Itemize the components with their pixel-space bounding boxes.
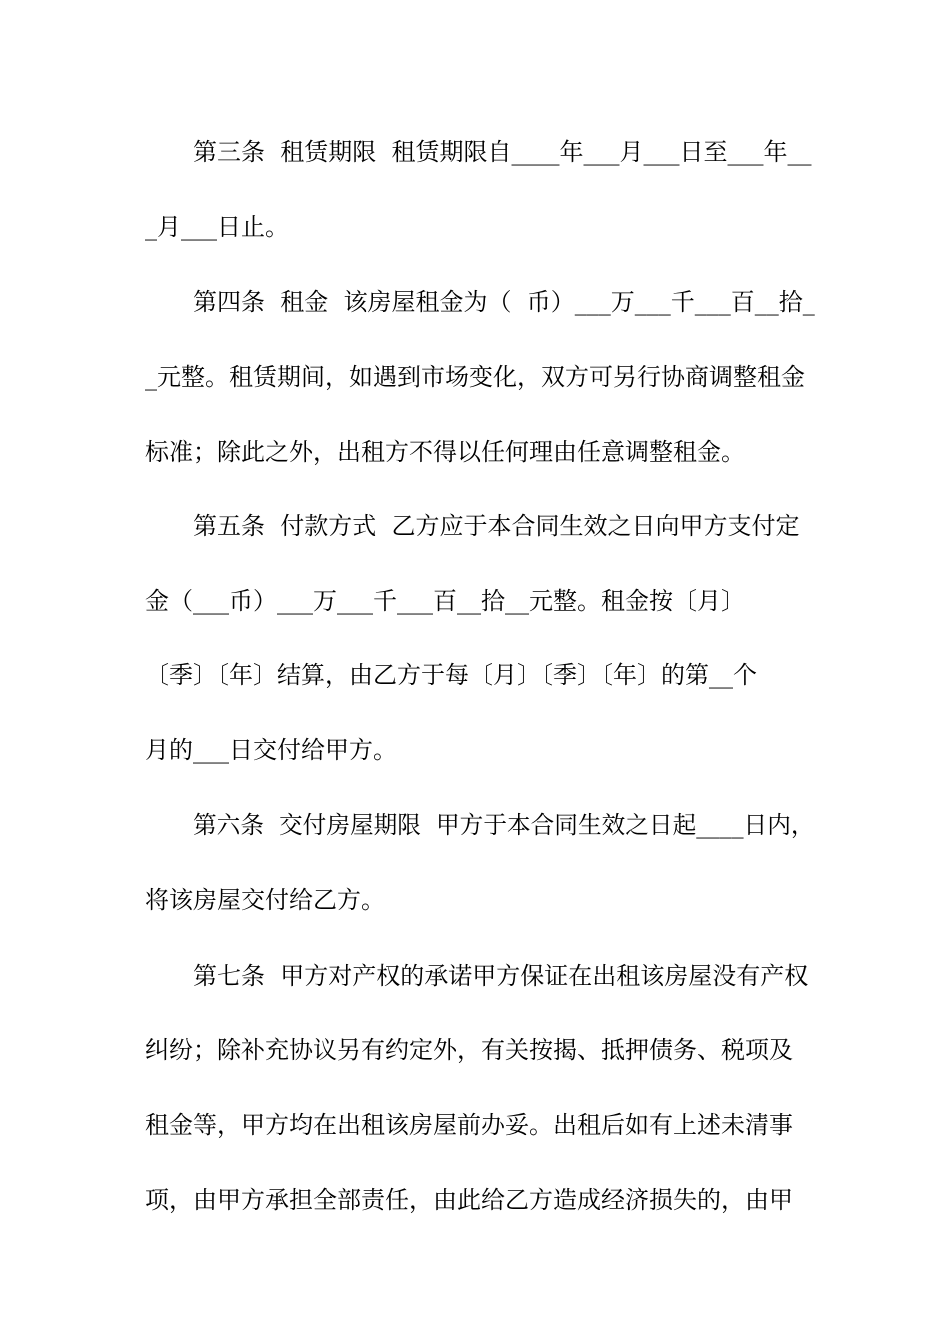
- article-4-line-1: 第四条 租金 该房屋租金为（ 币）___万___千___百__拾_: [193, 288, 815, 316]
- article-3-line-2: _月___日止。: [145, 213, 289, 241]
- article-5-line-2: 金（___币）___万___千___百__拾__元整。租金按〔月〕: [145, 587, 745, 615]
- article-4-line-2: _元整。租赁期间，如遇到市场变化，双方可另行协商调整租金: [145, 363, 805, 391]
- article-7-line-1: 第七条 甲方对产权的承诺甲方保证在出租该房屋没有产权: [193, 962, 809, 990]
- article-6-line-1: 第六条 交付房屋期限 甲方于本合同生效之日起____日内，: [193, 811, 815, 839]
- article-3-line-1: 第三条 租赁期限 租赁期限自____年___月___日至___年__: [193, 138, 812, 166]
- article-7-line-2: 纠纷；除补充协议另有约定外，有关按揭、抵押债务、税项及: [145, 1036, 793, 1064]
- article-5-line-4: 月的___日交付给甲方。: [145, 736, 397, 764]
- article-4-line-3: 标准；除此之外，出租方不得以任何理由任意调整租金。: [145, 438, 745, 466]
- article-5-line-1: 第五条 付款方式 乙方应于本合同生效之日向甲方支付定: [193, 512, 800, 540]
- article-5-line-3: 〔季〕〔年〕结算，由乙方于每〔月〕〔季〕〔年〕的第__个: [145, 661, 757, 689]
- article-7-line-3: 租金等，甲方均在出租该房屋前办妥。出租后如有上述未清事: [145, 1111, 793, 1139]
- article-7-line-4: 项，由甲方承担全部责任，由此给乙方造成经济损失的，由甲: [145, 1186, 793, 1214]
- article-6-line-2: 将该房屋交付给乙方。: [145, 886, 385, 914]
